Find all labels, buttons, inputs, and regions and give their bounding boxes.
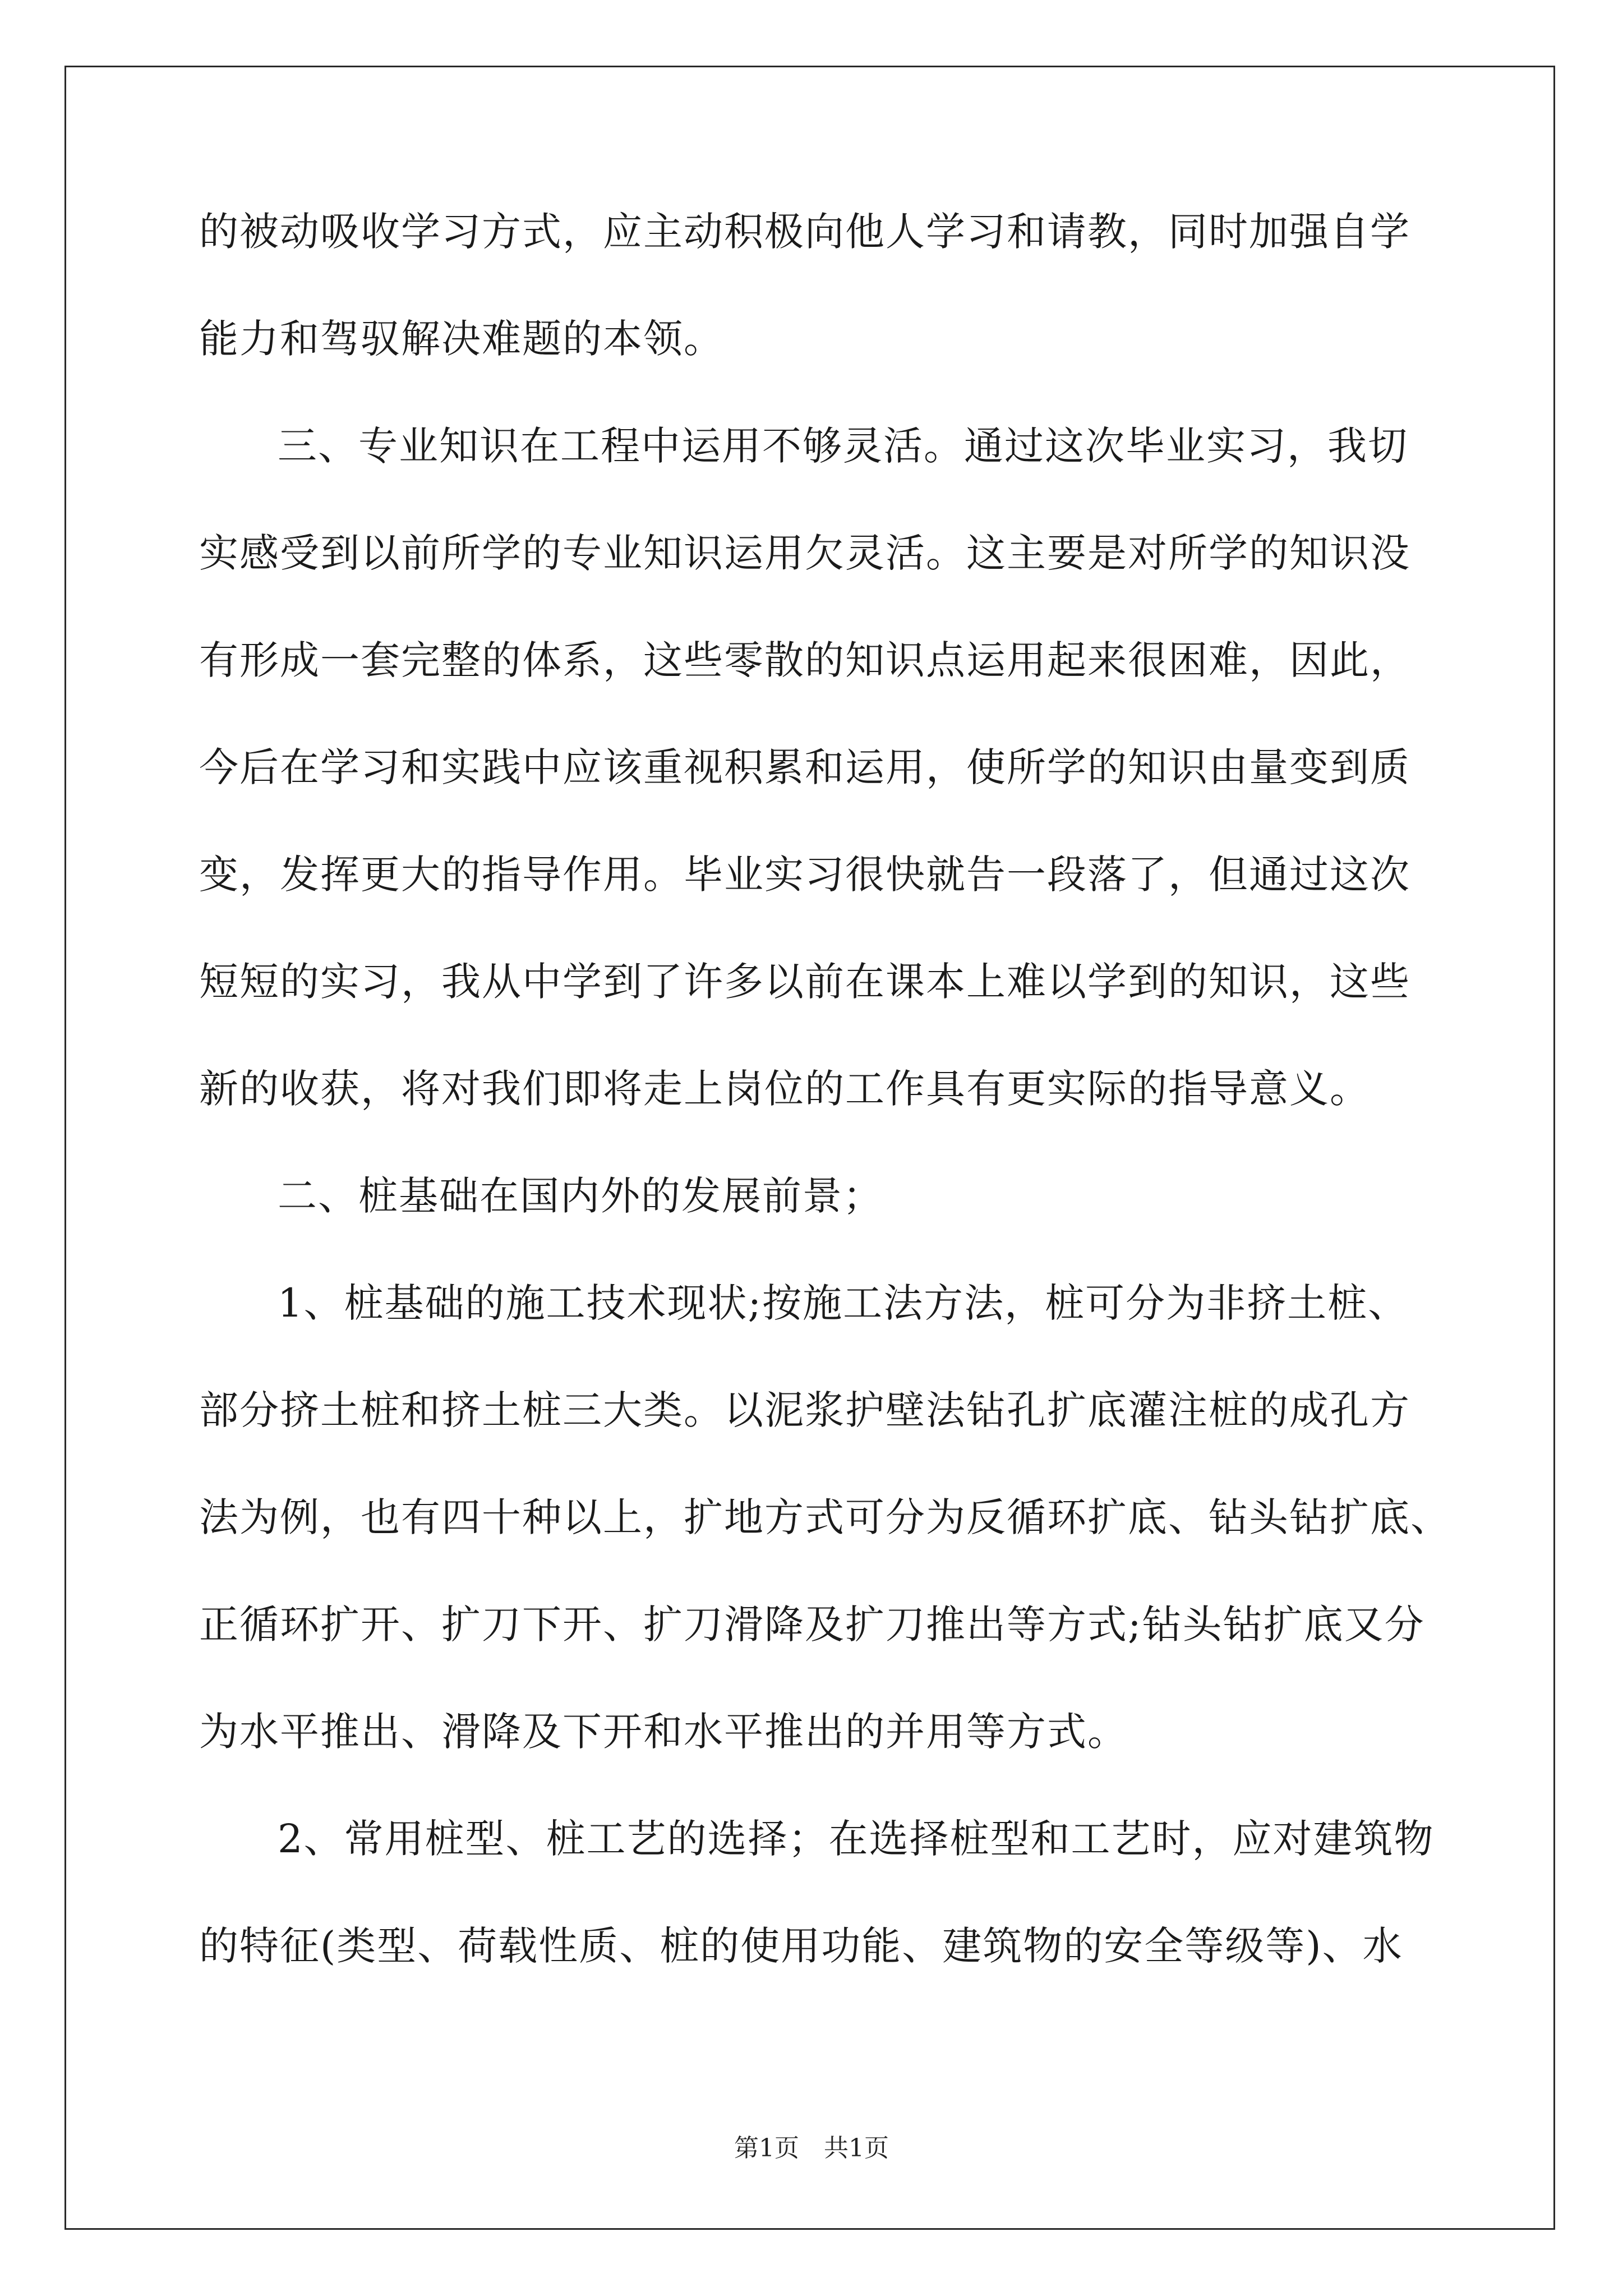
paragraph-start-line: 2、常用桩型、桩工艺的选择；在选择桩型和工艺时，应对建筑物 [278, 1816, 1435, 1862]
text-line: 为水平推出、滑降及下开和水平推出的并用等方式。 [199, 1709, 1128, 1755]
text-line: 有形成一套完整的体系，这些零散的知识点运用起来很困难，因此， [199, 637, 1410, 683]
text-line: 能力和驾驭解决难题的本领。 [199, 316, 724, 362]
paragraph-start-line: 三、专业知识在工程中运用不够灵活。通过这次毕业实习，我切 [278, 423, 1408, 469]
text-line: 的被动吸收学习方式，应主动积极向他人学习和请教，同时加强自学 [199, 209, 1410, 255]
section-heading: 二、桩基础在国内外的发展前景； [278, 1173, 883, 1219]
text-line: 法为例，也有四十种以上，扩地方式可分为反循环扩底、钻头钻扩底、 [199, 1494, 1451, 1540]
page-number-label: 第1页 共1页 [734, 2134, 889, 2162]
text-line: 实感受到以前所学的专业知识运用欠灵活。这主要是对所学的知识没 [199, 530, 1410, 576]
text-line: 短短的实习，我从中学到了许多以前在课本上难以学到的知识，这些 [199, 959, 1410, 1005]
text-line: 新的收获，将对我们即将走上岗位的工作具有更实际的指导意义。 [199, 1066, 1370, 1112]
text-line: 今后在学习和实践中应该重视积累和运用，使所学的知识由量变到质 [199, 744, 1410, 790]
document-body [199, 206, 1455, 2028]
page-footer [0, 2132, 1623, 2165]
text-line: 的特征(类型、荷载性质、桩的使用功能、建筑物的安全等级等)、水 [199, 1923, 1403, 1969]
text-line: 变，发挥更大的指导作用。毕业实习很快就告一段落了，但通过这次 [199, 852, 1410, 898]
paragraph-start-line: 1、桩基础的施工技术现状;按施工法方法，桩可分为非挤土桩、 [278, 1280, 1409, 1326]
text-line: 部分挤土桩和挤土桩三大类。以泥浆护壁法钻孔扩底灌注桩的成孔方 [199, 1387, 1410, 1433]
text-line: 正循环扩开、扩刀下开、扩刀滑降及扩刀推出等方式;钻头钻扩底又分 [199, 1602, 1425, 1648]
